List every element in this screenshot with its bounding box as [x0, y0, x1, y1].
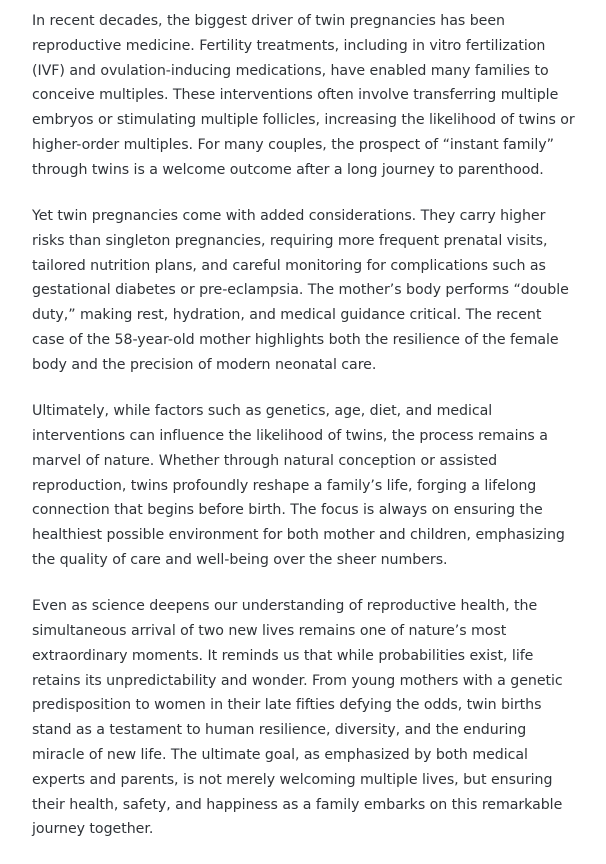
- article-body: [32, 9, 577, 864]
- paragraph-twin-risks: Yet twin pregnancies come with added considerations. They carry higher risks than singleton pregnancies, requiring more frequent prenatal visits, tailored nutrition plans, and careful monitoring for complications such as gestational diabetes or pre-eclampsia. The mother’s body performs “double duty,” making rest, hydration, and medical guidance critical. The recent case of the 58-year-old mother highlights both the resilience of the female body and the precision of modern neonatal care.: [32, 208, 569, 373]
- paragraph-conclusion: Even as science deepens our understanding of reproductive health, the simultaneous arrival of two new lives remains one of nature’s most extraordinary moments. It reminds us that while probabilities exist, life retains its unpredictability and wonder. From young mothers with a genetic predisposition to women in their late fifties defying the odds, twin births stand as a testament to human resilience, diversity, and the enduring miracle of new life. The ultimate goal, as emphasized by both medical experts and parents, is not merely welcoming multiple lives, but ensuring their health, safety, and happiness as a family embarks on this remarkable journey together.: [32, 598, 563, 838]
- paragraph-factors-marvel: Ultimately, while factors such as genetics, age, diet, and medical interventions can influence the likelihood of twins, the process remains a marvel of nature. Whether through natural conception or assisted reproduction, twins profoundly reshape a family’s life, forging a lifelong connection that begins before birth. The focus is always on ensuring the healthiest possible environment for both mother and children, emphasizing the quality of care and well-being over the sheer numbers.: [32, 403, 565, 568]
- paragraph-ivf-fertility: In recent decades, the biggest driver of twin pregnancies has been reproductive medicine. Fertility treatments, including in vitro fertilization (IVF) and ovulation-inducing medications, have enabled many families to conceive multiples. These interventions often involve transferring multiple embryos or stimulating multiple follicles, increasing the likelihood of twins or higher-order multiples. For many couples, the prospect of “instant family” through twins is a welcome outcome after a long journey to parenthood.: [32, 13, 575, 178]
